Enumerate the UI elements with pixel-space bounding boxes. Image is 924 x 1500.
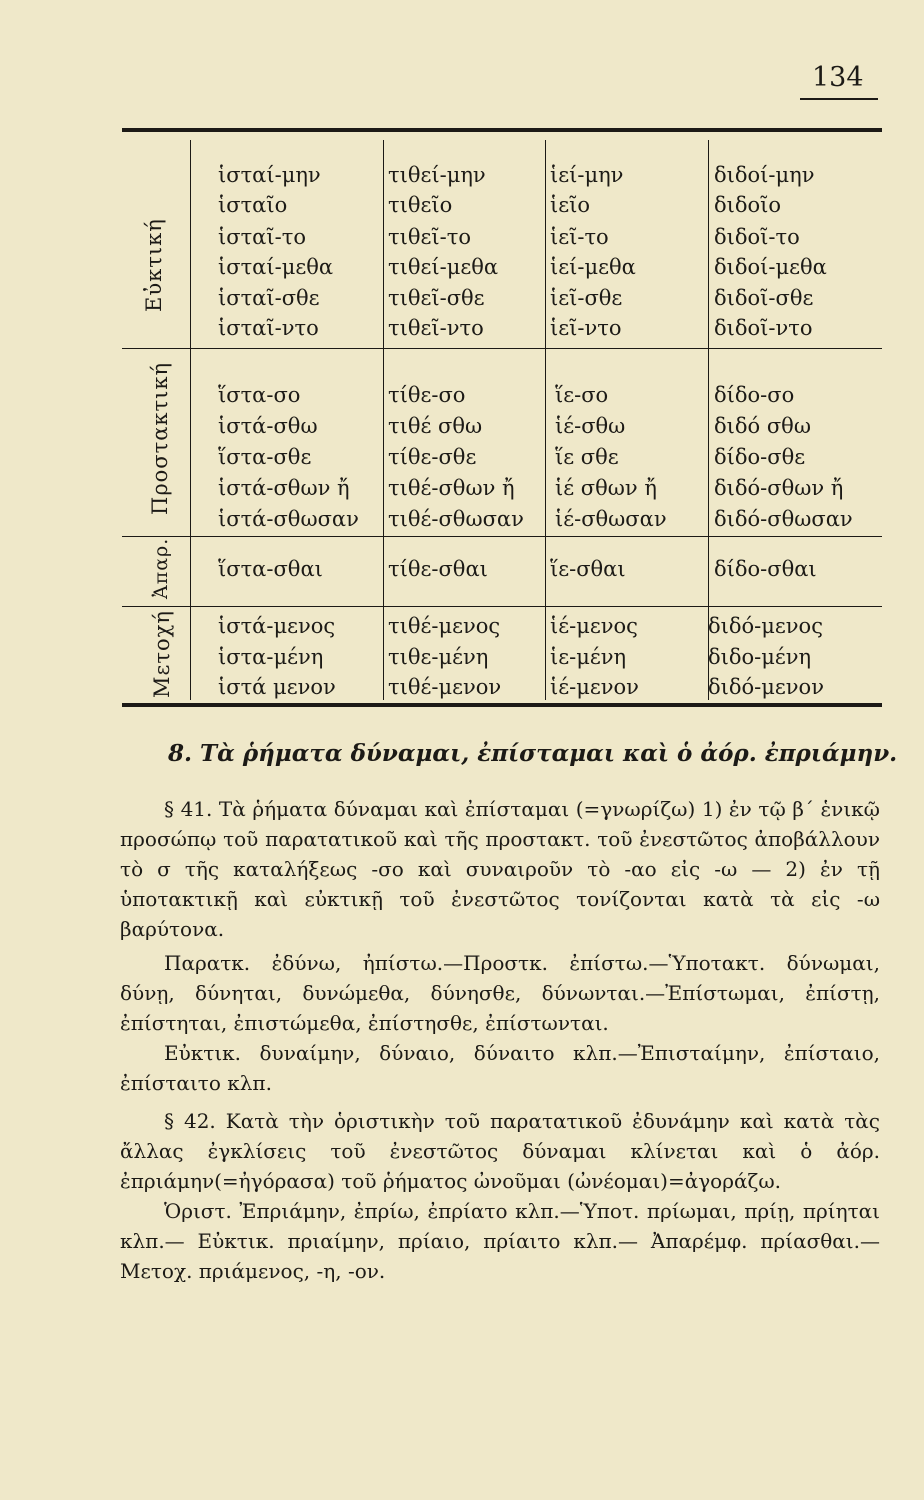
table-cell: διδό-σθωσαν bbox=[714, 507, 853, 531]
column-divider bbox=[545, 140, 546, 700]
table-cell: ἱστά-σθω bbox=[218, 414, 318, 438]
table-cell: ἱσταῖ-το bbox=[218, 225, 306, 249]
page-number-rule bbox=[800, 98, 878, 100]
table-cell: τίθε-σο bbox=[388, 383, 466, 407]
table-top-rule bbox=[122, 128, 882, 132]
table-cell: ἵστα-σθε bbox=[218, 445, 312, 469]
table-bottom-rule bbox=[122, 703, 882, 707]
table-cell: διδοῖ-το bbox=[714, 225, 800, 249]
table-cell: τιθέ-μενος bbox=[388, 614, 501, 638]
table-cell: ἱεῖο bbox=[550, 193, 590, 217]
table-cell: τιθεῖ-ντο bbox=[388, 316, 484, 340]
table-cell: τιθεί-μην bbox=[388, 163, 486, 187]
table-cell: τιθεῖο bbox=[388, 193, 453, 217]
table-cell: ἱέ σθων ἤ bbox=[555, 476, 657, 500]
table-cell: ἵστα-σο bbox=[218, 383, 301, 407]
table-cell: διδοῖ-σθε bbox=[714, 286, 814, 310]
body-text bbox=[120, 794, 880, 1286]
row-divider bbox=[122, 348, 882, 349]
table-cell: ἱσταί-μεθα bbox=[218, 255, 334, 279]
table-cell: ἵστα-σθαι bbox=[218, 557, 323, 581]
table-cell: δίδο-σθαι bbox=[714, 557, 817, 581]
table-cell: τιθέ-μενον bbox=[388, 675, 502, 699]
section-heading: 8. Τὰ ῥήματα δύναμαι, ἐπίσταμαι καὶ ὁ ἀόρ. ἐπριάμην. bbox=[168, 740, 898, 767]
table-cell: διδοῖ-ντο bbox=[714, 316, 813, 340]
table-cell: ἱστά-σθωσαν bbox=[218, 507, 359, 531]
row-label-prostaktiki: Προστακτική bbox=[148, 361, 172, 515]
table-cell: ἱσταῖ-ντο bbox=[218, 316, 319, 340]
table-cell: ἱστά-μενος bbox=[218, 614, 336, 638]
table-cell: ἱεῖ-ντο bbox=[550, 316, 622, 340]
column-divider bbox=[383, 140, 384, 700]
table-cell: τιθεῖ-σθε bbox=[388, 286, 485, 310]
table-cell: ἱέ-μενον bbox=[550, 675, 639, 699]
table-cell: διδοί-μεθα bbox=[714, 255, 827, 279]
page-number: 134 bbox=[812, 62, 864, 93]
table-cell: τίθε-σθαι bbox=[388, 557, 488, 581]
table-cell: τιθεί-μεθα bbox=[388, 255, 499, 279]
table-cell: διδό-σθων ἤ bbox=[714, 476, 844, 500]
table-cell: ἱεί-μεθα bbox=[550, 255, 636, 279]
table-cell: ἱσταί-μην bbox=[218, 163, 321, 187]
table-cell: ἱεῖ-σθε bbox=[550, 286, 623, 310]
table-cell: ἱστά μενον bbox=[218, 675, 336, 699]
paragraph: Ὁριστ. Ἐπριάμην, ἐπρίω, ἐπρίατο κλπ.—Ὑποτ. πρίωμαι, πρίῃ, πρίηται κλπ.— Εὐκτικ. πριαίμην, πρίαιο, πρίαιτο κλπ.— Ἀπαρέμφ. πρίασθαι.—Μετοχ. πριάμενος, -η, -ον. bbox=[120, 1199, 880, 1283]
table-cell: ἱσταῖο bbox=[218, 193, 288, 217]
table-cell: διδό-μενον bbox=[708, 675, 824, 699]
paragraph: Παρατκ. ἐδύνω, ἠπίστω.—Προστκ. ἐπίστω.—Ὑποτακτ. δύνωμαι, δύνῃ, δύνηται, δυνώμεθα, δύνησθε, δύνωνται.—Ἐπίστωμαι, ἐπίστῃ, ἐπίστηται, ἐπιστώμεθα, ἐπίστησθε, ἐπίστωνται. bbox=[120, 951, 880, 1035]
row-divider bbox=[122, 606, 882, 607]
row-label-aparemfato: Ἀπαρ. bbox=[150, 537, 172, 599]
paragraph: § 42. Κατὰ τὴν ὁριστικὴν τοῦ παρατατικοῦ ἐδυνάμην καὶ κατὰ τὰς ἄλλας ἐγκλίσεις τοῦ ἐνεστῶτος δύναμαι κλίνεται καὶ ὁ ἀόρ. ἐπριάμην(=ἠγόρασα) τοῦ ῥήματος ὠνοῦμαι (ὠνέομαι)=ἀγοράζω. bbox=[120, 1109, 880, 1193]
table-cell: διδοί-μην bbox=[714, 163, 815, 187]
table-cell: ἱεῖ-το bbox=[550, 225, 609, 249]
paragraph: § 41. Τὰ ῥήματα δύναμαι καὶ ἐπίσταμαι (=γνωρίζω) 1) ἐν τῷ β΄ ἑνικῷ προσώπῳ τοῦ παρατατικοῦ καὶ τῆς προστακτ. τοῦ ἐνεστῶτος ἀποβάλλουν τὸ σ τῆς καταλήξεως -σο καὶ συναιροῦν τὸ -αο εἰς -ω — 2) ἐν τῇ ὑποτακτικῇ καὶ εὐκτικῇ τοῦ ἐνεστῶτος τονίζονται κατὰ τὰ εἰς -ω βαρύτονα. bbox=[120, 797, 880, 941]
table-cell: ἱστα-μένη bbox=[218, 645, 324, 669]
table-cell: ἱέ-σθωσαν bbox=[555, 507, 667, 531]
table-cell: δίδο-σο bbox=[714, 383, 795, 407]
table-cell: ἱέ-μενος bbox=[550, 614, 638, 638]
table-cell: ἵε-σθαι bbox=[550, 557, 626, 581]
paragraph: Εὐκτικ. δυναίμην, δύναιο, δύναιτο κλπ.—Ἐπισταίμην, ἐπίσταιο, ἐπίσταιτο κλπ. bbox=[120, 1041, 880, 1095]
table-cell: τίθε-σθε bbox=[388, 445, 477, 469]
table-cell: ἱστά-σθων ἤ bbox=[218, 476, 350, 500]
table-cell: τιθέ-σθων ἤ bbox=[388, 476, 515, 500]
row-label-euktiki: Εὐκτική bbox=[142, 218, 166, 312]
table-cell: διδο-μένη bbox=[708, 645, 812, 669]
row-divider bbox=[122, 536, 882, 537]
table-cell: τιθε-μένη bbox=[388, 645, 489, 669]
row-label-metochi: Μετοχή bbox=[150, 610, 174, 698]
table-cell: διδοῖο bbox=[714, 193, 782, 217]
table-cell: ἱε-μένη bbox=[550, 645, 627, 669]
column-divider bbox=[190, 140, 191, 700]
table-cell: ἵε σθε bbox=[555, 445, 619, 469]
table-cell: τιθέ σθω bbox=[388, 414, 483, 438]
table-cell: ἵε-σο bbox=[555, 383, 609, 407]
table-cell: διδό σθω bbox=[714, 414, 811, 438]
table-cell: ἱσταῖ-σθε bbox=[218, 286, 320, 310]
table-cell: τιθεῖ-το bbox=[388, 225, 471, 249]
table-cell: ἱέ-σθω bbox=[555, 414, 626, 438]
table-cell: διδό-μενος bbox=[708, 614, 823, 638]
table-cell: δίδο-σθε bbox=[714, 445, 806, 469]
table-cell: ἱεί-μην bbox=[550, 163, 624, 187]
table-cell: τιθέ-σθωσαν bbox=[388, 507, 524, 531]
